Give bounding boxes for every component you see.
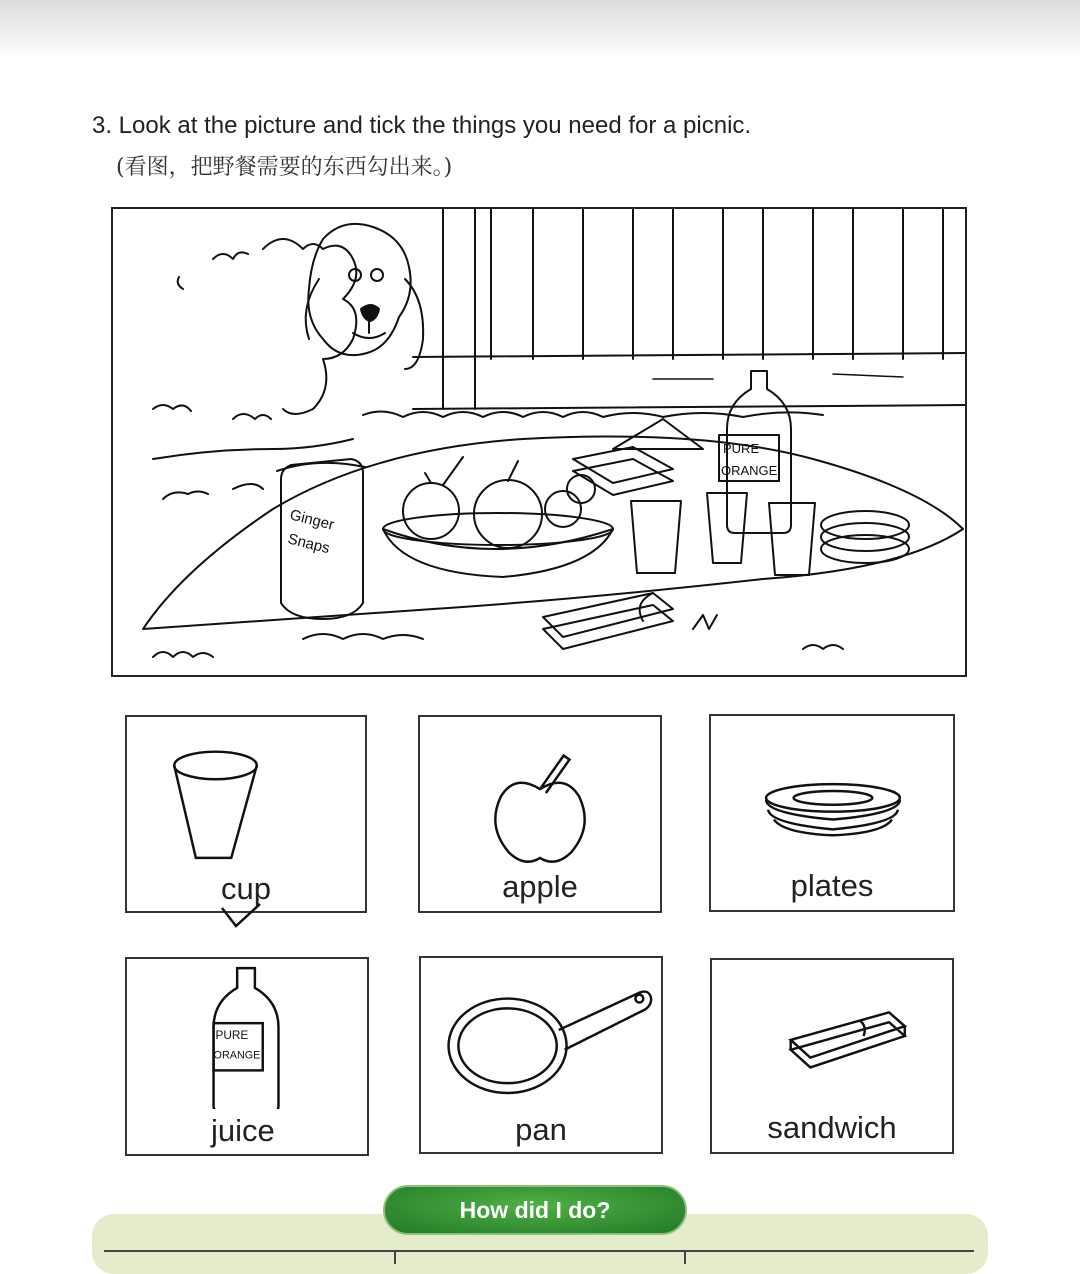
svg-text:PURE: PURE bbox=[723, 441, 760, 456]
sandwich-card[interactable] bbox=[710, 958, 954, 1154]
sandwich-stack bbox=[573, 419, 703, 495]
juice-bottle-icon bbox=[127, 959, 367, 1109]
self-assessment-table bbox=[104, 1250, 974, 1264]
cup-card[interactable] bbox=[125, 715, 367, 913]
question-subtitle: (看图，把野餐需要的东西勾出来。) bbox=[116, 155, 453, 180]
svg-text:ORANGE: ORANGE bbox=[721, 463, 778, 478]
plates-label: plates bbox=[790, 868, 874, 903]
svg-text:ORANGE: ORANGE bbox=[213, 1049, 261, 1062]
tick-mark-icon bbox=[218, 902, 264, 930]
page-top-shadow bbox=[0, 0, 1080, 60]
apple-card[interactable] bbox=[418, 715, 662, 913]
dog bbox=[306, 224, 424, 369]
pan-label: pan bbox=[515, 1112, 567, 1147]
sandwich-icon bbox=[712, 960, 952, 1110]
apple-icon bbox=[420, 717, 660, 867]
cup-icon bbox=[127, 717, 365, 867]
frying-pan-icon bbox=[421, 958, 661, 1108]
picnic-scene-illustration bbox=[111, 207, 967, 677]
cups bbox=[631, 493, 815, 575]
svg-text:Ginger: Ginger bbox=[288, 506, 336, 534]
apple-label: apple bbox=[502, 869, 578, 904]
cup-label: cup bbox=[221, 871, 271, 906]
pan-card[interactable] bbox=[419, 956, 663, 1154]
plates-stack bbox=[821, 511, 909, 563]
juice-label: juice bbox=[211, 1113, 275, 1148]
sandwich-on-blanket bbox=[543, 593, 673, 649]
bush bbox=[153, 239, 356, 499]
question-text: 3. Look at the picture and tick the things you need for a picnic. bbox=[92, 112, 752, 139]
plates-card[interactable] bbox=[709, 714, 955, 912]
ginger-snaps-jar bbox=[277, 459, 365, 619]
picnic-blanket bbox=[143, 437, 963, 630]
svg-text:Snaps: Snaps bbox=[286, 530, 332, 558]
fence bbox=[413, 209, 967, 409]
how-did-i-do-badge: How did I do? bbox=[383, 1185, 687, 1235]
juice-card[interactable] bbox=[125, 957, 369, 1156]
plates-icon bbox=[711, 716, 953, 866]
sandwich-label: sandwich bbox=[767, 1110, 897, 1145]
svg-text:PURE: PURE bbox=[215, 1027, 249, 1042]
